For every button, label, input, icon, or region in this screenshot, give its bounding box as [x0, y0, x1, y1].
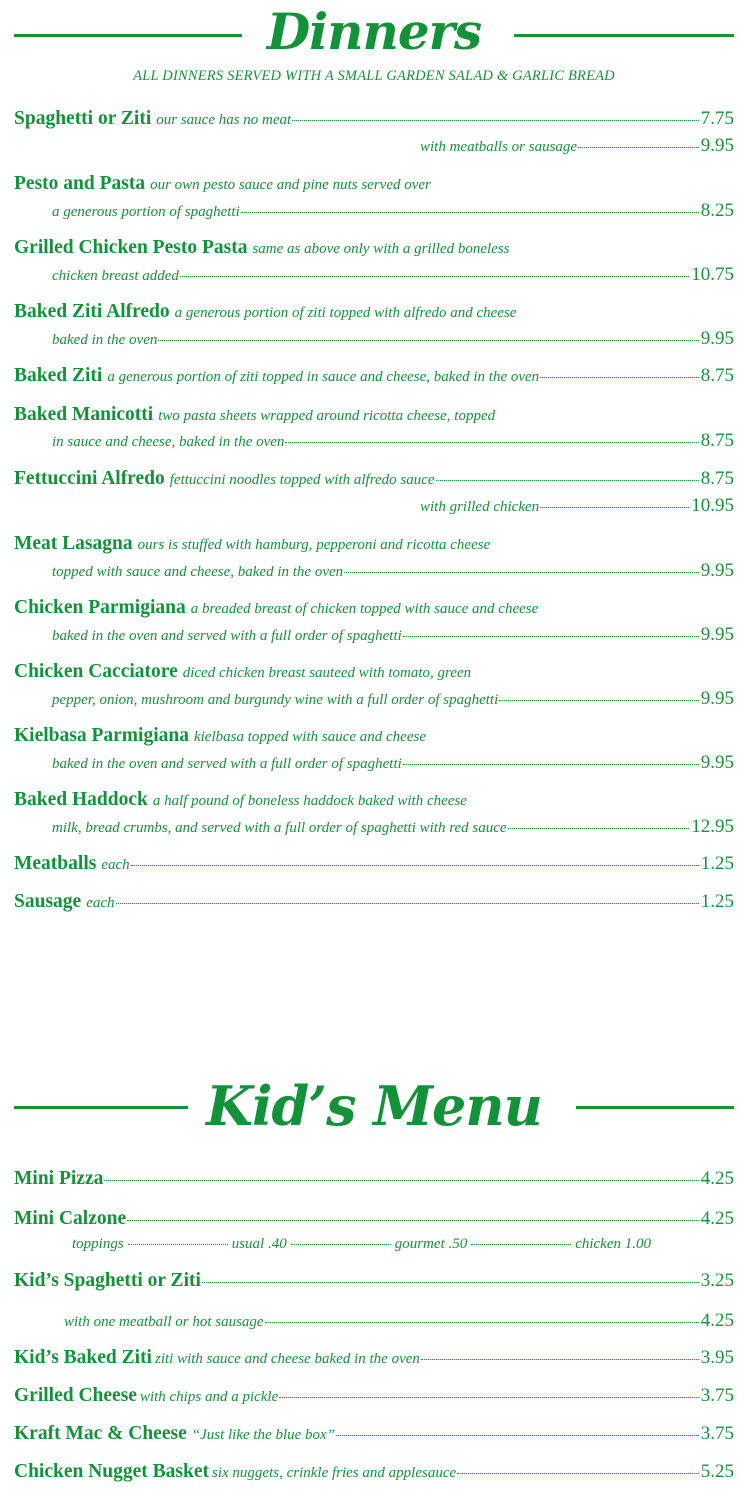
- dot-leader: [127, 1220, 699, 1221]
- menu-item-continuation: [52, 688, 734, 710]
- item-price: 12.95: [691, 816, 734, 837]
- dot-leader: [291, 1244, 391, 1245]
- item-name: Baked Manicotti: [14, 404, 154, 425]
- item-desc: two pasta sheets wrapped around ricotta cheese, topped: [158, 408, 496, 424]
- menu-item-continuation: [52, 200, 734, 222]
- item-name: Chicken Nugget Basket: [14, 1461, 210, 1482]
- item-desc: our sauce has no meat: [156, 112, 292, 128]
- item-desc: a half pound of boneless haddock baked with cheese: [152, 793, 467, 809]
- toppings-chicken: chicken 1.00: [575, 1236, 652, 1252]
- menu-item-meatballs: [14, 853, 734, 875]
- menu-item-sausage: [14, 891, 734, 913]
- item-desc: topped with sauce and cheese, baked in the oven: [52, 564, 344, 580]
- item-price: 7.75: [700, 108, 734, 129]
- item-price: 1.25: [700, 891, 734, 912]
- item-name: Chicken Cacciatore: [14, 661, 178, 682]
- menu-item-continuation: [52, 560, 734, 582]
- menu-item-continuation: [52, 752, 734, 774]
- menu-item-baked-manicotti: [14, 404, 734, 426]
- dot-leader: [279, 1397, 699, 1398]
- item-price: 9.95: [700, 624, 734, 645]
- dinners-title: Dinners: [266, 2, 482, 61]
- menu-item-kids-baked-ziti: [14, 1347, 734, 1369]
- item-price: 3.75: [700, 1385, 734, 1406]
- item-desc: with meatballs or sausage: [420, 139, 578, 155]
- item-price: 8.75: [700, 365, 734, 386]
- menu-item-baked-haddock: [14, 789, 734, 811]
- item-desc: each: [86, 895, 115, 911]
- item-name: Chicken Parmigiana: [14, 597, 186, 618]
- dot-leader: [540, 377, 699, 378]
- dot-leader: [508, 828, 690, 829]
- dot-leader: [578, 147, 699, 148]
- dot-leader: [285, 442, 698, 443]
- item-desc: a generous portion of spaghetti: [52, 204, 240, 220]
- item-price: 9.95: [700, 328, 734, 349]
- item-price: 3.25: [700, 1270, 734, 1291]
- item-price: 9.95: [700, 752, 734, 773]
- item-name: Spaghetti or Ziti: [14, 108, 152, 129]
- item-price: 3.95: [700, 1347, 734, 1368]
- kids-title: Kid’s Menu: [206, 1074, 542, 1138]
- dinners-header: [14, 0, 734, 90]
- item-price: 10.75: [691, 264, 734, 285]
- item-price: 8.75: [700, 468, 734, 489]
- dot-leader: [265, 1322, 699, 1323]
- item-price: 8.25: [700, 200, 734, 221]
- item-name: Kraft Mac & Cheese: [14, 1423, 187, 1444]
- item-desc: baked in the oven and served with a full order of spaghetti: [52, 756, 402, 772]
- dinners-subtitle: ALL DINNERS SERVED WITH A SMALL GARDEN SALAD & GARLIC BREAD: [133, 68, 615, 84]
- item-price: 5.25: [700, 1461, 734, 1482]
- item-name: Mini Pizza: [14, 1168, 104, 1189]
- dot-leader: [202, 1282, 699, 1283]
- dot-leader: [471, 1244, 571, 1245]
- toppings-label: toppings: [72, 1236, 124, 1252]
- item-desc: milk, bread crumbs, and served with a full order of spaghetti with red sauce: [52, 820, 507, 836]
- item-name: Baked Ziti: [14, 365, 103, 386]
- item-price: 4.25: [700, 1310, 734, 1331]
- dot-leader: [116, 903, 699, 904]
- menu-item-variant: [64, 1310, 734, 1332]
- menu-item-mini-pizza: [14, 1168, 734, 1190]
- item-desc: with chips and a pickle: [139, 1389, 279, 1405]
- item-desc: diced chicken breast sauteed with tomato, green: [182, 665, 472, 681]
- menu-item-variant: [420, 135, 734, 157]
- menu-item-kielbasa-parmigiana: [14, 725, 734, 747]
- menu-item-continuation: [52, 816, 734, 838]
- dot-leader: [128, 1244, 228, 1245]
- item-name: Kielbasa Parmigiana: [14, 725, 189, 746]
- item-desc: six nuggets, crinkle fries and applesauce: [212, 1465, 457, 1481]
- menu-item-grilled-cheese: [14, 1385, 734, 1407]
- dot-leader: [344, 572, 699, 573]
- item-name: Grilled Chicken Pesto Pasta: [14, 237, 248, 258]
- item-name: Meatballs: [14, 853, 97, 874]
- dot-leader: [436, 480, 699, 481]
- menu-item-continuation: [52, 430, 734, 452]
- menu-item-grilled-chicken-pesto-pasta: [14, 237, 734, 259]
- item-desc: kielbasa topped with sauce and cheese: [193, 729, 426, 745]
- item-desc: each: [101, 857, 130, 873]
- menu-item-chicken-parmigiana: [14, 597, 734, 619]
- menu-item-kraft-mac-and-cheese: [14, 1423, 734, 1445]
- dot-leader: [499, 700, 699, 701]
- menu-item-continuation: [52, 264, 734, 286]
- menu-item-continuation: [52, 328, 734, 350]
- item-name: Baked Ziti Alfredo: [14, 301, 170, 322]
- calzone-toppings: [72, 1236, 651, 1253]
- item-desc: ours is stuffed with hamburg, pepperoni and ricotta cheese: [137, 537, 491, 553]
- item-desc: with grilled chicken: [420, 499, 540, 515]
- item-price: 9.95: [700, 560, 734, 581]
- item-price: 9.95: [700, 135, 734, 156]
- item-name: Grilled Cheese: [14, 1385, 137, 1406]
- dot-leader: [540, 507, 689, 508]
- item-desc: same as above only with a grilled boneless: [252, 241, 510, 257]
- item-name: Meat Lasagna: [14, 533, 133, 554]
- item-price: 3.75: [700, 1423, 734, 1444]
- dot-leader: [241, 212, 699, 213]
- item-desc: “Just like the blue box”: [191, 1427, 336, 1443]
- item-desc: chicken breast added: [52, 268, 179, 284]
- item-name: Baked Haddock: [14, 789, 148, 810]
- menu-item-fettuccini-alfredo: [14, 468, 734, 490]
- item-name: Pesto and Pasta: [14, 173, 146, 194]
- item-desc: a generous portion of ziti topped in sauce and cheese, baked in the oven: [107, 369, 540, 385]
- dot-leader: [421, 1359, 699, 1360]
- toppings-gourmet: gourmet .50: [394, 1236, 468, 1252]
- item-desc: our own pesto sauce and pine nuts served over: [150, 177, 431, 193]
- menu-item-variant: [420, 495, 734, 517]
- item-name: Sausage: [14, 891, 82, 912]
- item-price: 1.25: [700, 853, 734, 874]
- toppings-usual: usual .40: [231, 1236, 287, 1252]
- menu-item-pesto-and-pasta: [14, 173, 734, 195]
- item-desc: a generous portion of ziti topped with alfredo and cheese: [174, 305, 517, 321]
- item-desc: pepper, onion, mushroom and burgundy wine with a full order of spaghetti: [52, 692, 499, 708]
- dot-leader: [403, 636, 699, 637]
- item-name: Fettuccini Alfredo: [14, 468, 165, 489]
- item-price: 8.75: [700, 430, 734, 451]
- item-price: 10.95: [691, 495, 734, 516]
- item-desc: fettuccini noodles topped with alfredo sauce: [169, 472, 435, 488]
- dot-leader: [158, 340, 698, 341]
- dot-leader: [180, 276, 689, 277]
- item-price: 4.25: [700, 1168, 734, 1189]
- item-name: Kid’s Baked Ziti: [14, 1347, 152, 1368]
- menu-item-baked-ziti: [14, 365, 734, 387]
- item-price: 9.95: [700, 688, 734, 709]
- kids-header: [14, 1068, 734, 1148]
- dot-leader: [292, 120, 699, 121]
- item-name: Mini Calzone: [14, 1208, 127, 1229]
- dot-leader: [104, 1180, 698, 1181]
- item-desc: with one meatball or hot sausage: [64, 1314, 264, 1330]
- dot-leader: [457, 1473, 699, 1474]
- item-name: Kid’s Spaghetti or Ziti: [14, 1270, 201, 1291]
- menu-item-mini-calzone: [14, 1208, 734, 1230]
- dot-leader: [403, 764, 699, 765]
- menu-item-chicken-cacciatore: [14, 661, 734, 683]
- menu-item-chicken-nugget-basket: [14, 1461, 734, 1483]
- menu-item-meat-lasagna: [14, 533, 734, 555]
- item-desc: baked in the oven: [52, 332, 158, 348]
- dot-leader: [131, 865, 699, 866]
- item-desc: a breaded breast of chicken topped with sauce and cheese: [190, 601, 539, 617]
- menu-item-continuation: [52, 624, 734, 646]
- item-price: 4.25: [700, 1208, 734, 1229]
- item-desc: ziti with sauce and cheese baked in the oven: [154, 1351, 420, 1367]
- menu-item-spaghetti-or-ziti: [14, 108, 734, 130]
- item-desc: baked in the oven and served with a full order of spaghetti: [52, 628, 402, 644]
- item-desc: in sauce and cheese, baked in the oven: [52, 434, 285, 450]
- menu-item-baked-ziti-alfredo: [14, 301, 734, 323]
- dot-leader: [336, 1435, 699, 1436]
- menu-item-kids-spaghetti-or-ziti: [14, 1270, 734, 1292]
